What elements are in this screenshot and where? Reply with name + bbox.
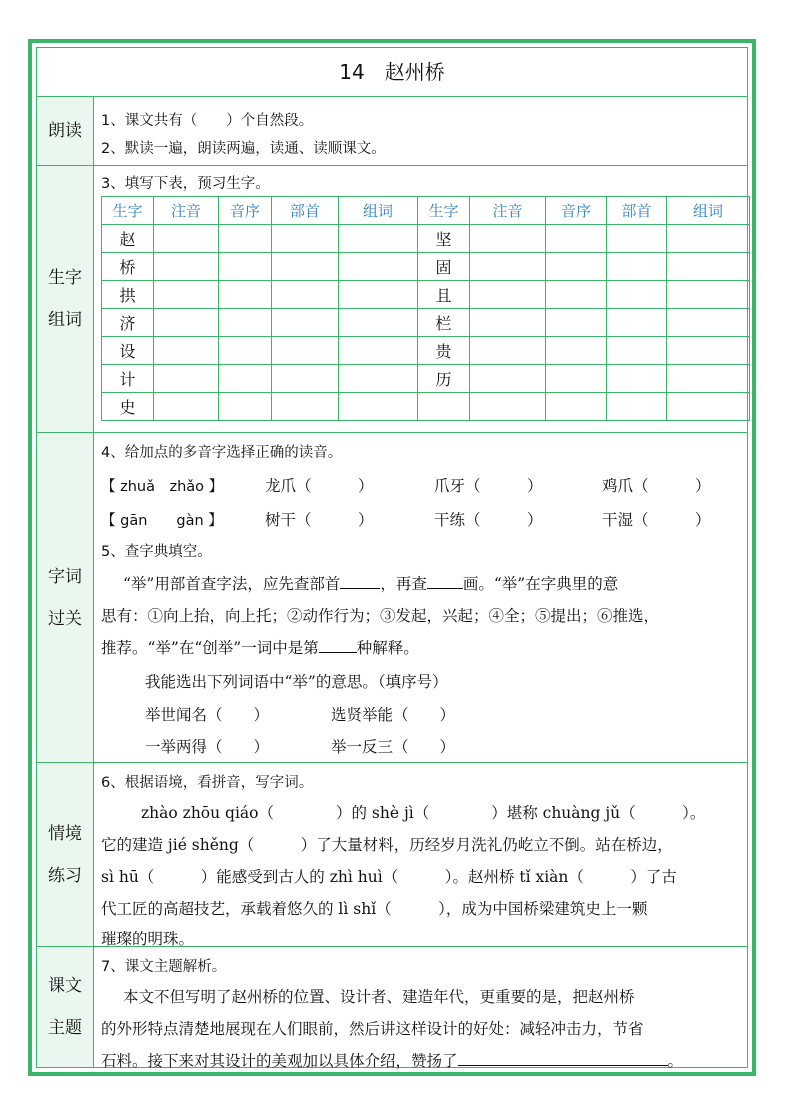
word-choice: 干湿（ ） xyxy=(602,511,711,529)
meaning-word: 举世闻名（ ） xyxy=(145,706,270,724)
section-context-content xyxy=(95,763,743,946)
radical-input-cell[interactable] xyxy=(607,253,667,281)
character-cell: 济 xyxy=(102,309,154,337)
character-cell: 历 xyxy=(418,365,470,393)
text-segment: 推荐。“举”在“创举”一词中是第 xyxy=(101,639,319,657)
pinyin-input-cell[interactable] xyxy=(154,253,219,281)
radical-input-cell[interactable] xyxy=(272,309,339,337)
pinyin-input-cell[interactable] xyxy=(470,309,546,337)
character-cell: 栏 xyxy=(418,309,470,337)
character-cell xyxy=(418,393,470,421)
label-line: 过关 xyxy=(48,608,82,629)
section-reading xyxy=(37,97,747,166)
label-line: 课文 xyxy=(48,976,82,996)
character-cell: 史 xyxy=(102,393,154,421)
meaning-word: 一举两得（ ） xyxy=(145,738,270,756)
section-characters-content xyxy=(95,166,743,432)
section-theme xyxy=(37,947,747,1070)
word-input-cell[interactable] xyxy=(339,253,418,281)
header-cell: 注音 xyxy=(470,197,546,225)
section-vocabulary-content xyxy=(95,433,743,762)
initial-input-cell[interactable] xyxy=(546,309,607,337)
question-2: 2、默读一遍，朗读两遍，读通、读顺课文。 xyxy=(101,141,386,157)
radical-input-cell[interactable] xyxy=(272,253,339,281)
label-line: 朗读 xyxy=(48,121,82,141)
section-reading-content xyxy=(95,97,743,165)
initial-input-cell[interactable] xyxy=(546,365,607,393)
header-cell: 组词 xyxy=(339,197,418,225)
worksheet-frame xyxy=(28,39,756,1076)
question-4: 4、给加点的多音字选择正确的读音。 xyxy=(101,445,343,461)
word-input-cell[interactable] xyxy=(339,225,418,253)
section-characters-label xyxy=(37,166,94,432)
word-input-cell[interactable] xyxy=(339,309,418,337)
pinyin-input-cell[interactable] xyxy=(154,309,219,337)
text-segment: 画。“举”在字典里的意 xyxy=(462,575,619,593)
dictionary-paragraph-line-1 xyxy=(123,572,618,594)
header-cell: 生字 xyxy=(102,197,154,225)
radical-input-cell[interactable] xyxy=(607,281,667,309)
context-line: 璀璨的明珠。 xyxy=(101,930,195,948)
fill-blank-strokes[interactable] xyxy=(427,574,463,589)
table-row xyxy=(102,225,750,253)
radical-input-cell[interactable] xyxy=(272,365,339,393)
meaning-instruction: 我能选出下列词语中“举”的意思。（填序号） xyxy=(145,673,448,691)
word-input-cell[interactable] xyxy=(667,365,750,393)
context-line: 它的建造 jié shěng（ ）了大量材料，历经岁月洗礼仍屹立不倒。站在桥边， xyxy=(101,836,673,854)
pinyin-input-cell[interactable] xyxy=(470,253,546,281)
text-segment: ，再查 xyxy=(380,575,427,593)
header-cell: 部首 xyxy=(272,197,339,225)
header-cell: 组词 xyxy=(667,197,750,225)
section-context-label xyxy=(37,763,94,946)
word-input-cell[interactable] xyxy=(667,337,750,365)
pinyin-input-cell[interactable] xyxy=(470,365,546,393)
word-choice: 干练（ ） xyxy=(434,511,543,529)
character-cell: 贵 xyxy=(418,337,470,365)
text-segment: 。 xyxy=(667,1052,684,1070)
word-choice: 龙爪（ ） xyxy=(265,477,374,495)
radical-input-cell[interactable] xyxy=(272,393,339,421)
question-1: 1、课文共有（ ）个自然段。 xyxy=(101,113,314,129)
text-segment: 石料。接下来对其设计的美观加以具体介绍，赞扬了 xyxy=(101,1052,458,1070)
word-input-cell[interactable] xyxy=(667,225,750,253)
section-theme-label xyxy=(37,947,94,1067)
character-cell: 坚 xyxy=(418,225,470,253)
initial-input-cell[interactable] xyxy=(546,281,607,309)
meaning-word: 举一反三（ ） xyxy=(331,738,456,756)
character-cell: 固 xyxy=(418,253,470,281)
label-line: 组词 xyxy=(48,310,82,330)
word-input-cell[interactable] xyxy=(667,281,750,309)
context-line: sì hū（ ）能感受到古人的 zhì huì（ ）。赵州桥 tǐ xiàn（ ）了古 xyxy=(101,868,677,886)
radical-input-cell[interactable] xyxy=(272,281,339,309)
fill-blank-meaning[interactable] xyxy=(319,638,357,653)
word-input-cell[interactable] xyxy=(667,253,750,281)
radical-input-cell[interactable] xyxy=(607,309,667,337)
label-line: 字词 xyxy=(48,566,82,587)
context-line: zhào zhōu qiáo（ ）的 shè jì（ ）堪称 chuàng jǔ（ ）。 xyxy=(141,804,706,822)
radical-input-cell[interactable] xyxy=(607,393,667,421)
word-input-cell[interactable] xyxy=(339,337,418,365)
pinyin-input-cell[interactable] xyxy=(470,281,546,309)
question-7: 7、课文主题解析。 xyxy=(101,959,227,975)
worksheet-inner xyxy=(36,47,748,1068)
initial-input-cell[interactable] xyxy=(219,309,272,337)
text-segment: 种解释。 xyxy=(356,639,419,657)
label-line: 生字 xyxy=(48,268,82,288)
pinyin-choice-zhua: 【 zhuǎ zhǎo 】 xyxy=(101,479,224,495)
word-input-cell[interactable] xyxy=(339,393,418,421)
character-cell: 赵 xyxy=(102,225,154,253)
word-choice: 爪牙（ ） xyxy=(434,477,543,495)
pinyin-input-cell[interactable] xyxy=(154,365,219,393)
initial-input-cell[interactable] xyxy=(219,365,272,393)
question-5: 5、查字典填空。 xyxy=(101,544,212,560)
table-row xyxy=(102,309,750,337)
pinyin-input-cell[interactable] xyxy=(470,337,546,365)
table-row xyxy=(102,253,750,281)
question-6: 6、根据语境，看拼音，写字词。 xyxy=(101,775,314,791)
initial-input-cell[interactable] xyxy=(219,253,272,281)
pinyin-input-cell[interactable] xyxy=(154,337,219,365)
table-row xyxy=(102,281,750,309)
theme-line: 本文不但写明了赵州桥的位置、设计者、建造年代，更重要的是，把赵州桥 xyxy=(123,988,635,1006)
word-input-cell[interactable] xyxy=(667,309,750,337)
radical-input-cell[interactable] xyxy=(607,337,667,365)
meaning-word: 选贤举能（ ） xyxy=(331,706,456,724)
section-context xyxy=(37,763,747,947)
header-cell: 音序 xyxy=(219,197,272,225)
header-cell: 注音 xyxy=(154,197,219,225)
pinyin-input-cell[interactable] xyxy=(470,225,546,253)
character-cell: 桥 xyxy=(102,253,154,281)
character-cell: 设 xyxy=(102,337,154,365)
header-cell: 音序 xyxy=(546,197,607,225)
initial-input-cell[interactable] xyxy=(546,393,607,421)
theme-line: 的外形特点清楚地展现在人们眼前，然后讲这样设计的好处：减轻冲击力，节省 xyxy=(101,1020,644,1038)
character-table xyxy=(101,196,750,421)
label-line: 主题 xyxy=(48,1018,82,1038)
dictionary-paragraph-line-3 xyxy=(101,636,419,658)
text-segment: “举”用部首查字法，应先查部首 xyxy=(123,575,341,593)
initial-input-cell[interactable] xyxy=(219,393,272,421)
label-line: 情境 xyxy=(48,823,82,844)
header-cell: 部首 xyxy=(607,197,667,225)
pinyin-input-cell[interactable] xyxy=(154,393,219,421)
fill-blank-radical[interactable] xyxy=(340,574,380,589)
header-cell: 生字 xyxy=(418,197,470,225)
fill-blank-theme[interactable] xyxy=(458,1051,668,1066)
initial-input-cell[interactable] xyxy=(546,253,607,281)
question-3: 3、填写下表，预习生字。 xyxy=(101,176,270,192)
section-theme-content xyxy=(95,947,743,1070)
character-cell: 计 xyxy=(102,365,154,393)
radical-input-cell[interactable] xyxy=(272,337,339,365)
radical-input-cell[interactable] xyxy=(607,225,667,253)
initial-input-cell[interactable] xyxy=(546,337,607,365)
table-row xyxy=(102,393,750,421)
section-vocabulary xyxy=(37,433,747,763)
table-row xyxy=(102,337,750,365)
word-input-cell[interactable] xyxy=(339,281,418,309)
word-choice: 鸡爪（ ） xyxy=(602,477,711,495)
character-cell: 拱 xyxy=(102,281,154,309)
pinyin-input-cell[interactable] xyxy=(154,281,219,309)
table-header-row xyxy=(102,197,750,225)
initial-input-cell[interactable] xyxy=(546,225,607,253)
word-input-cell[interactable] xyxy=(339,365,418,393)
initial-input-cell[interactable] xyxy=(219,225,272,253)
label-line: 练习 xyxy=(48,865,82,886)
section-reading-label xyxy=(37,97,94,165)
pinyin-input-cell[interactable] xyxy=(154,225,219,253)
word-choice: 树干（ ） xyxy=(265,511,374,529)
character-cell: 且 xyxy=(418,281,470,309)
section-vocabulary-label xyxy=(37,433,94,762)
word-input-cell[interactable] xyxy=(667,393,750,421)
context-line: 代工匠的高超技艺，承载着悠久的 lì shǐ（ ），成为中国桥梁建筑史上一颗 xyxy=(101,900,648,918)
theme-line xyxy=(101,1049,683,1071)
pinyin-choice-gan: 【 gān gàn 】 xyxy=(101,513,223,529)
table-row xyxy=(102,365,750,393)
worksheet-title: 14 赵州桥 xyxy=(37,48,747,97)
initial-input-cell[interactable] xyxy=(219,281,272,309)
radical-input-cell[interactable] xyxy=(607,365,667,393)
radical-input-cell[interactable] xyxy=(272,225,339,253)
pinyin-input-cell[interactable] xyxy=(470,393,546,421)
dictionary-paragraph-line-2: 思有：①向上抬，向上托；②动作行为；③发起，兴起；④全；⑤提出；⑥推选， xyxy=(101,607,660,625)
initial-input-cell[interactable] xyxy=(219,337,272,365)
section-characters xyxy=(37,166,747,433)
